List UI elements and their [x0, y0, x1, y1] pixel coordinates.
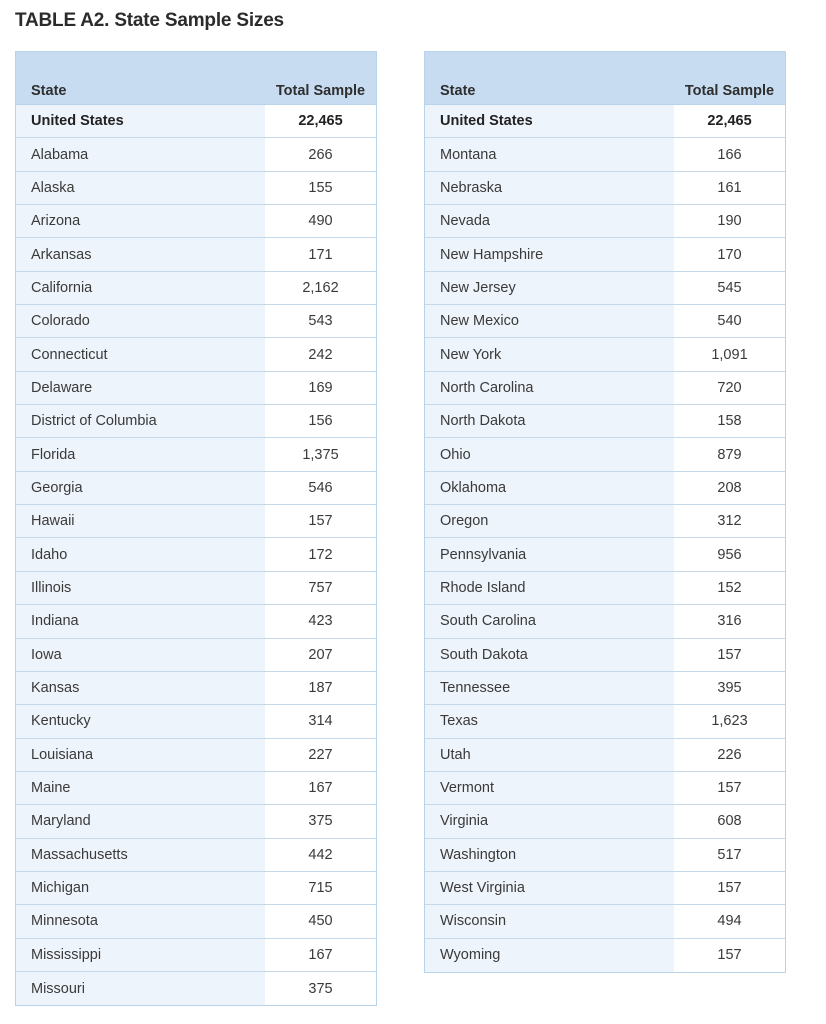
state-cell: Delaware: [16, 372, 265, 404]
total-sample-cell: 152: [674, 572, 785, 604]
page-title: TABLE A2. State Sample Sizes: [15, 10, 284, 31]
column-header-state: State: [31, 83, 67, 99]
table-row: [425, 138, 785, 171]
state-cell: Wyoming: [425, 939, 674, 972]
total-sample-cell: 715: [265, 872, 376, 904]
total-sample-cell: 490: [265, 205, 376, 237]
table-row: [425, 605, 785, 638]
table-row: [425, 672, 785, 705]
state-cell: Kansas: [16, 672, 265, 704]
total-sample-cell: 266: [265, 138, 376, 170]
state-cell: Michigan: [16, 872, 265, 904]
total-sample-cell: 375: [265, 805, 376, 837]
state-cell: Wisconsin: [425, 905, 674, 937]
table-row: [425, 705, 785, 738]
table-row: [16, 705, 376, 738]
table-row: [425, 305, 785, 338]
state-cell: Alabama: [16, 138, 265, 170]
table-row: [16, 205, 376, 238]
table-row: [425, 739, 785, 772]
total-sample-cell: 157: [674, 939, 785, 972]
table-row: [16, 972, 376, 1005]
total-sample-cell: 155: [265, 172, 376, 204]
table-row: [425, 572, 785, 605]
table-header: [16, 52, 376, 105]
total-sample-cell: 540: [674, 305, 785, 337]
state-cell: Hawaii: [16, 505, 265, 537]
total-sample-cell: 546: [265, 472, 376, 504]
table-row: [16, 372, 376, 405]
state-cell: New Jersey: [425, 272, 674, 304]
column-header-total-sample: Total Sample: [684, 83, 775, 99]
total-sample-cell: 171: [265, 238, 376, 270]
total-sample-cell: 157: [265, 505, 376, 537]
state-cell: United States: [425, 105, 674, 137]
state-cell: North Carolina: [425, 372, 674, 404]
table-row: [16, 472, 376, 505]
table-row: [425, 772, 785, 805]
table-row: [16, 272, 376, 305]
total-sample-cell: 395: [674, 672, 785, 704]
table-row: [425, 172, 785, 205]
state-cell: Kentucky: [16, 705, 265, 737]
state-cell: Maryland: [16, 805, 265, 837]
state-cell: Florida: [16, 438, 265, 470]
table-row: [16, 905, 376, 938]
table-row: [16, 739, 376, 772]
state-cell: Indiana: [16, 605, 265, 637]
table-header: [425, 52, 785, 105]
total-sample-cell: 314: [265, 705, 376, 737]
state-cell: Vermont: [425, 772, 674, 804]
table-row: [16, 405, 376, 438]
table-row: [16, 939, 376, 972]
state-cell: West Virginia: [425, 872, 674, 904]
table-row: [16, 238, 376, 271]
table-row: [425, 538, 785, 571]
total-sample-cell: 450: [265, 905, 376, 937]
state-cell: Nevada: [425, 205, 674, 237]
total-sample-cell: 1,623: [674, 705, 785, 737]
state-cell: District of Columbia: [16, 405, 265, 437]
table-row: [16, 572, 376, 605]
table-row: [425, 939, 785, 972]
table-row: [16, 338, 376, 371]
table-row: [16, 639, 376, 672]
table-row: [16, 872, 376, 905]
total-sample-cell: 22,465: [265, 105, 376, 137]
state-sample-table-right: [424, 51, 786, 973]
total-sample-cell: 956: [674, 538, 785, 570]
total-sample-cell: 517: [674, 839, 785, 871]
state-cell: Louisiana: [16, 739, 265, 771]
state-cell: Oklahoma: [425, 472, 674, 504]
table-row: [16, 605, 376, 638]
state-cell: Montana: [425, 138, 674, 170]
table-row: [16, 505, 376, 538]
state-cell: Oregon: [425, 505, 674, 537]
total-sample-cell: 242: [265, 338, 376, 370]
total-sample-cell: 227: [265, 739, 376, 771]
state-cell: Minnesota: [16, 905, 265, 937]
total-sample-cell: 157: [674, 639, 785, 671]
state-cell: Maine: [16, 772, 265, 804]
state-cell: New Mexico: [425, 305, 674, 337]
state-cell: Tennessee: [425, 672, 674, 704]
table-row: [425, 205, 785, 238]
state-cell: Pennsylvania: [425, 538, 674, 570]
state-cell: Arizona: [16, 205, 265, 237]
state-cell: Georgia: [16, 472, 265, 504]
table-row: [16, 172, 376, 205]
total-sample-cell: 167: [265, 772, 376, 804]
total-sample-cell: 442: [265, 839, 376, 871]
total-sample-cell: 423: [265, 605, 376, 637]
total-sample-cell: 316: [674, 605, 785, 637]
table-row: [425, 905, 785, 938]
state-cell: Nebraska: [425, 172, 674, 204]
state-cell: Texas: [425, 705, 674, 737]
state-cell: Arkansas: [16, 238, 265, 270]
state-cell: South Dakota: [425, 639, 674, 671]
total-sample-cell: 170: [674, 238, 785, 270]
total-sample-cell: 157: [674, 772, 785, 804]
state-cell: Mississippi: [16, 939, 265, 971]
state-cell: Idaho: [16, 538, 265, 570]
total-sample-cell: 1,375: [265, 438, 376, 470]
table-row: [16, 305, 376, 338]
total-sample-cell: 543: [265, 305, 376, 337]
total-sample-cell: 22,465: [674, 105, 785, 137]
state-cell: Illinois: [16, 572, 265, 604]
table-row-total: [16, 105, 376, 138]
table-row-total: [425, 105, 785, 138]
table-row: [425, 505, 785, 538]
table-row: [16, 138, 376, 171]
state-cell: Ohio: [425, 438, 674, 470]
table-row: [16, 538, 376, 571]
table-row: [425, 238, 785, 271]
total-sample-cell: 156: [265, 405, 376, 437]
column-header-total-sample: Total Sample: [275, 83, 366, 99]
total-sample-cell: 158: [674, 405, 785, 437]
total-sample-cell: 757: [265, 572, 376, 604]
total-sample-cell: 208: [674, 472, 785, 504]
table-row: [425, 639, 785, 672]
total-sample-cell: 190: [674, 205, 785, 237]
state-cell: Alaska: [16, 172, 265, 204]
total-sample-cell: 879: [674, 438, 785, 470]
state-cell: Massachusetts: [16, 839, 265, 871]
table-row: [16, 672, 376, 705]
total-sample-cell: 312: [674, 505, 785, 537]
table-row: [425, 405, 785, 438]
total-sample-cell: 2,162: [265, 272, 376, 304]
table-row: [425, 272, 785, 305]
state-cell: Connecticut: [16, 338, 265, 370]
total-sample-cell: 207: [265, 639, 376, 671]
table-row: [425, 872, 785, 905]
table-row: [425, 472, 785, 505]
table-row: [425, 438, 785, 471]
state-cell: Missouri: [16, 972, 265, 1005]
state-cell: Rhode Island: [425, 572, 674, 604]
table-row: [425, 839, 785, 872]
state-cell: Iowa: [16, 639, 265, 671]
table-row: [16, 839, 376, 872]
state-cell: South Carolina: [425, 605, 674, 637]
total-sample-cell: 166: [674, 138, 785, 170]
state-cell: Utah: [425, 739, 674, 771]
total-sample-cell: 161: [674, 172, 785, 204]
state-cell: North Dakota: [425, 405, 674, 437]
column-header-state: State: [440, 83, 476, 99]
table-row: [16, 438, 376, 471]
table-row: [16, 772, 376, 805]
total-sample-cell: 375: [265, 972, 376, 1005]
total-sample-cell: 169: [265, 372, 376, 404]
total-sample-cell: 720: [674, 372, 785, 404]
total-sample-cell: 226: [674, 739, 785, 771]
table-row: [16, 805, 376, 838]
total-sample-cell: 172: [265, 538, 376, 570]
table-row: [425, 372, 785, 405]
total-sample-cell: 187: [265, 672, 376, 704]
total-sample-cell: 157: [674, 872, 785, 904]
state-cell: Virginia: [425, 805, 674, 837]
state-cell: California: [16, 272, 265, 304]
total-sample-cell: 167: [265, 939, 376, 971]
state-sample-table-left: [15, 51, 377, 1006]
total-sample-cell: 545: [674, 272, 785, 304]
total-sample-cell: 1,091: [674, 338, 785, 370]
state-cell: New York: [425, 338, 674, 370]
state-cell: United States: [16, 105, 265, 137]
state-cell: Washington: [425, 839, 674, 871]
total-sample-cell: 494: [674, 905, 785, 937]
state-cell: Colorado: [16, 305, 265, 337]
total-sample-cell: 608: [674, 805, 785, 837]
table-row: [425, 338, 785, 371]
state-cell: New Hampshire: [425, 238, 674, 270]
table-row: [425, 805, 785, 838]
